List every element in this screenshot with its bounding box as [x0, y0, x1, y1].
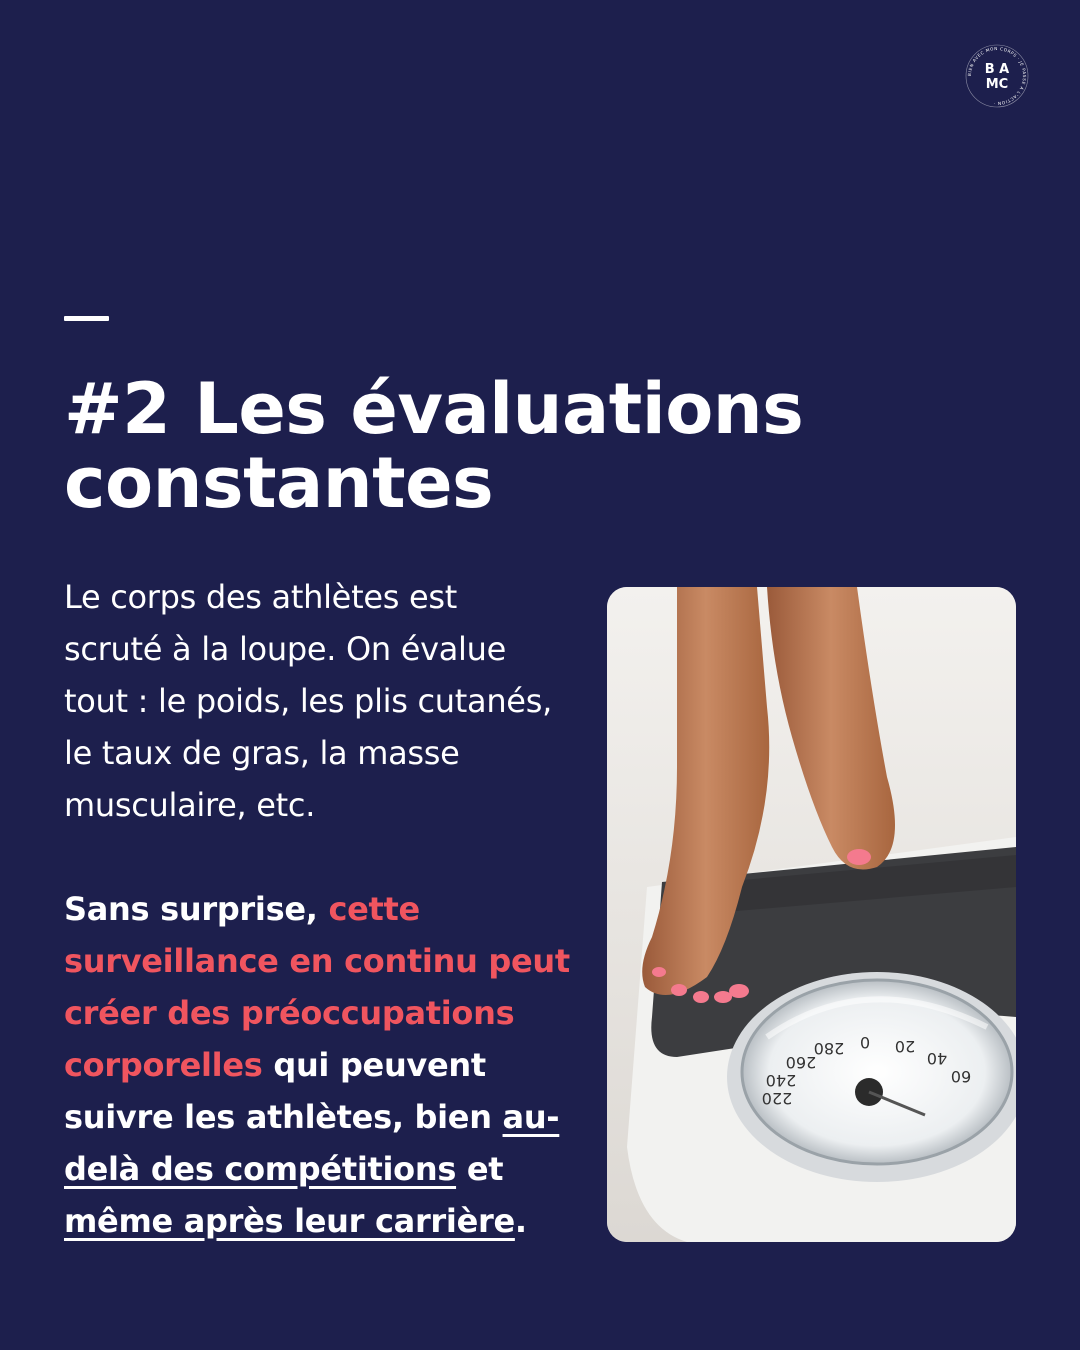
emphasis-end: .: [514, 1202, 527, 1240]
scale-photo: [607, 587, 1016, 1242]
scale-number-0: 0: [859, 1033, 871, 1052]
underline-beyond-competitions: au-delà des compétitions: [64, 1098, 560, 1188]
emphasis-highlight: cette surveillance en continu peut créer des préoccupations corporelles: [64, 890, 570, 1084]
emphasis-and: et: [456, 1150, 504, 1188]
intro-paragraph: Le corps des athlètes est scruté à la loupe. On évalue tout : le poids, les plis cutanés, le taux de gras, la masse musculaire, etc.: [64, 578, 552, 824]
scale-number-280: 280: [813, 1039, 845, 1058]
scale-number-240: 240: [765, 1071, 797, 1090]
logo-badge: [965, 44, 1029, 108]
title-dash: [64, 316, 109, 321]
scale-number-60: 60: [950, 1067, 972, 1086]
logo-line-2: MC: [985, 77, 1009, 92]
feet-on-scale-illustration: [607, 587, 1016, 1242]
scale-number-220: 220: [761, 1089, 793, 1108]
underline-after-career: même après leur carrière: [64, 1202, 515, 1240]
logo-line-1: B A: [984, 62, 1010, 77]
slide-title: [64, 368, 1024, 524]
slide-title-line-1: #2 Les évaluations: [64, 368, 804, 450]
slide-title-line-2: constantes: [64, 442, 494, 524]
emphasis-lead: Sans surprise,: [64, 890, 329, 928]
emphasis-paragraph: [64, 883, 584, 1247]
logo-ring-text: BIEN AVEC MON CORPS · JE PASSE À L'ACTION ·: [966, 45, 1028, 107]
scale-number-260: 260: [785, 1053, 817, 1072]
scale-number-20: 20: [894, 1037, 916, 1056]
scale-number-40: 40: [926, 1049, 948, 1068]
emphasis-mid: qui peuvent suivre les athlètes, bien: [64, 1046, 503, 1136]
bamc-logo: [965, 44, 1029, 108]
